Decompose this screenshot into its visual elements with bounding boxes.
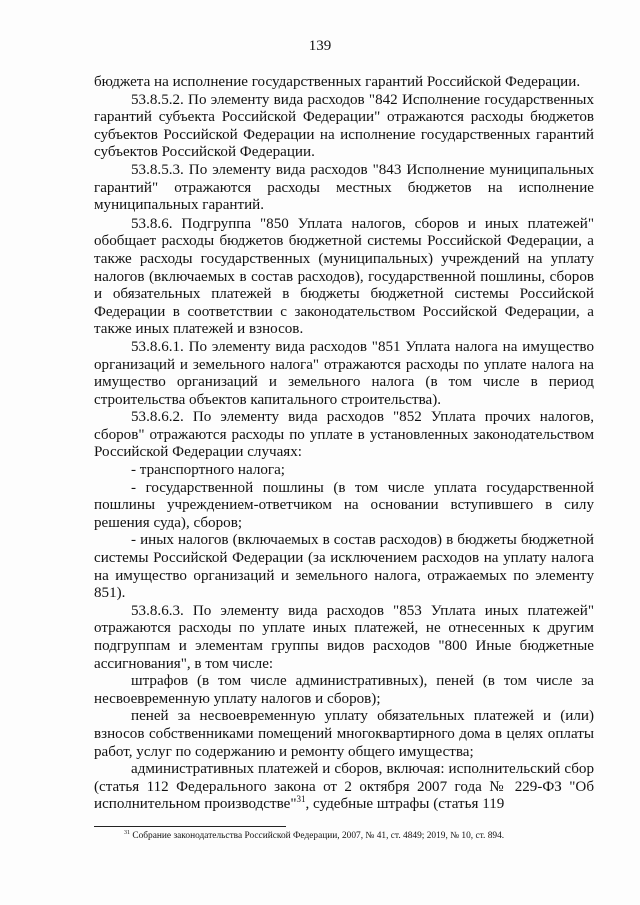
paragraph-53-8-6: 53.8.6. Подгруппа "850 Уплата налогов, сборов и иных платежей" обобщает расходы бюджетов бюджетной системы Российской Федерации, а также расходы государственных (муниципальных) учреждений на уплату налогов (включаемых в состав расходов), государственной пошлины, сборов и обязательных платежей в бюджеты бюджетной системы Российской Федерации в соответствии с законодательством Российской Федерации, а также иных платежей и взносов. (94, 215, 594, 338)
paragraph-continuation: бюджета на исполнение государственных гарантий Российской Федерации. (94, 74, 581, 90)
list-item-penalties: пеней за несвоевременную уплату обязательных платежей и (или) взносов собственниками помещений многоквартирного дома в целях оплаты работ, услуг по содержанию и ремонту общего имущества; (94, 708, 594, 760)
list-item-fines: штрафов (в том числе административных), пеней (в том числе за несвоевременную уплату налогов и сборов); (94, 673, 594, 707)
page-number: 139 (308, 38, 332, 54)
list-item-transport-tax: - транспортного налога; (131, 462, 286, 479)
footnote-marker: 31 (124, 830, 130, 836)
paragraph-53-8-5-2: 53.8.5.2. По элементу вида расходов "842 Исполнение государственных гарантий субъекта Российской Федерации" отражаются расходы бюджетов субъектов Российской Федерации на исполнение государственных гарантий субъектов Российской Федерации. (94, 91, 594, 161)
footnote (124, 830, 594, 842)
list-item-other-taxes: - иных налогов (включаемых в состав расходов) в бюджеты бюджетной системы Российской Федерации (за исключением расходов на уплату налога на имущество организаций и земельного налога, отражаемых по элементу 851). (94, 532, 594, 602)
paragraph-53-8-6-2: 53.8.6.2. По элементу вида расходов "852 Уплата прочих налогов, сборов" отражаются расходы по уплате в установленных законодательством Российской Федерации случаях: (94, 409, 594, 461)
paragraph-text: административных платежей и сборов, включая: исполнительский сбор (статья 112 Федерального закона от 2 октября 2007 года № 229-ФЗ "Об исполнительном производстве" (94, 761, 594, 813)
footnote-text: Собрание законодательства Российской Федерации, 2007, № 41, ст. 4849; 2019, № 10, ст. 894. (130, 831, 505, 841)
list-item-state-duty: - государственной пошлины (в том числе уплата государственной пошлины учреждением-ответчиком на основании вступившего в силу решения суда), сборов; (94, 479, 594, 531)
body-text (94, 74, 594, 814)
paragraph-53-8-6-1: 53.8.6.1. По элементу вида расходов "851 Уплата налога на имущество организаций и земельного налога" отражаются расходы по уплате налога на имущество организаций и земельного налога (в том числе в период строительства объектов капитального строительства). (94, 338, 594, 408)
paragraph-53-8-6-3: 53.8.6.3. По элементу вида расходов "853 Уплата иных платежей" отражаются расходы по уплате иных платежей, не отнесенных к другим подгруппам и элементам группы видов расходов "800 Иные бюджетные ассигнования", в том числе: (94, 602, 594, 672)
footnote-divider (94, 826, 286, 827)
paragraph-tail: , судебные штрафы (статья 119 (305, 796, 505, 813)
paragraph-53-8-5-3: 53.8.5.3. По элементу вида расходов "843 Исполнение муниципальных гарантий" отражаются расходы местных бюджетов на исполнение муниципальных гарантий. (94, 161, 594, 214)
list-item-administrative-payments (94, 761, 594, 814)
footnote-reference[interactable]: 31 (296, 794, 306, 805)
